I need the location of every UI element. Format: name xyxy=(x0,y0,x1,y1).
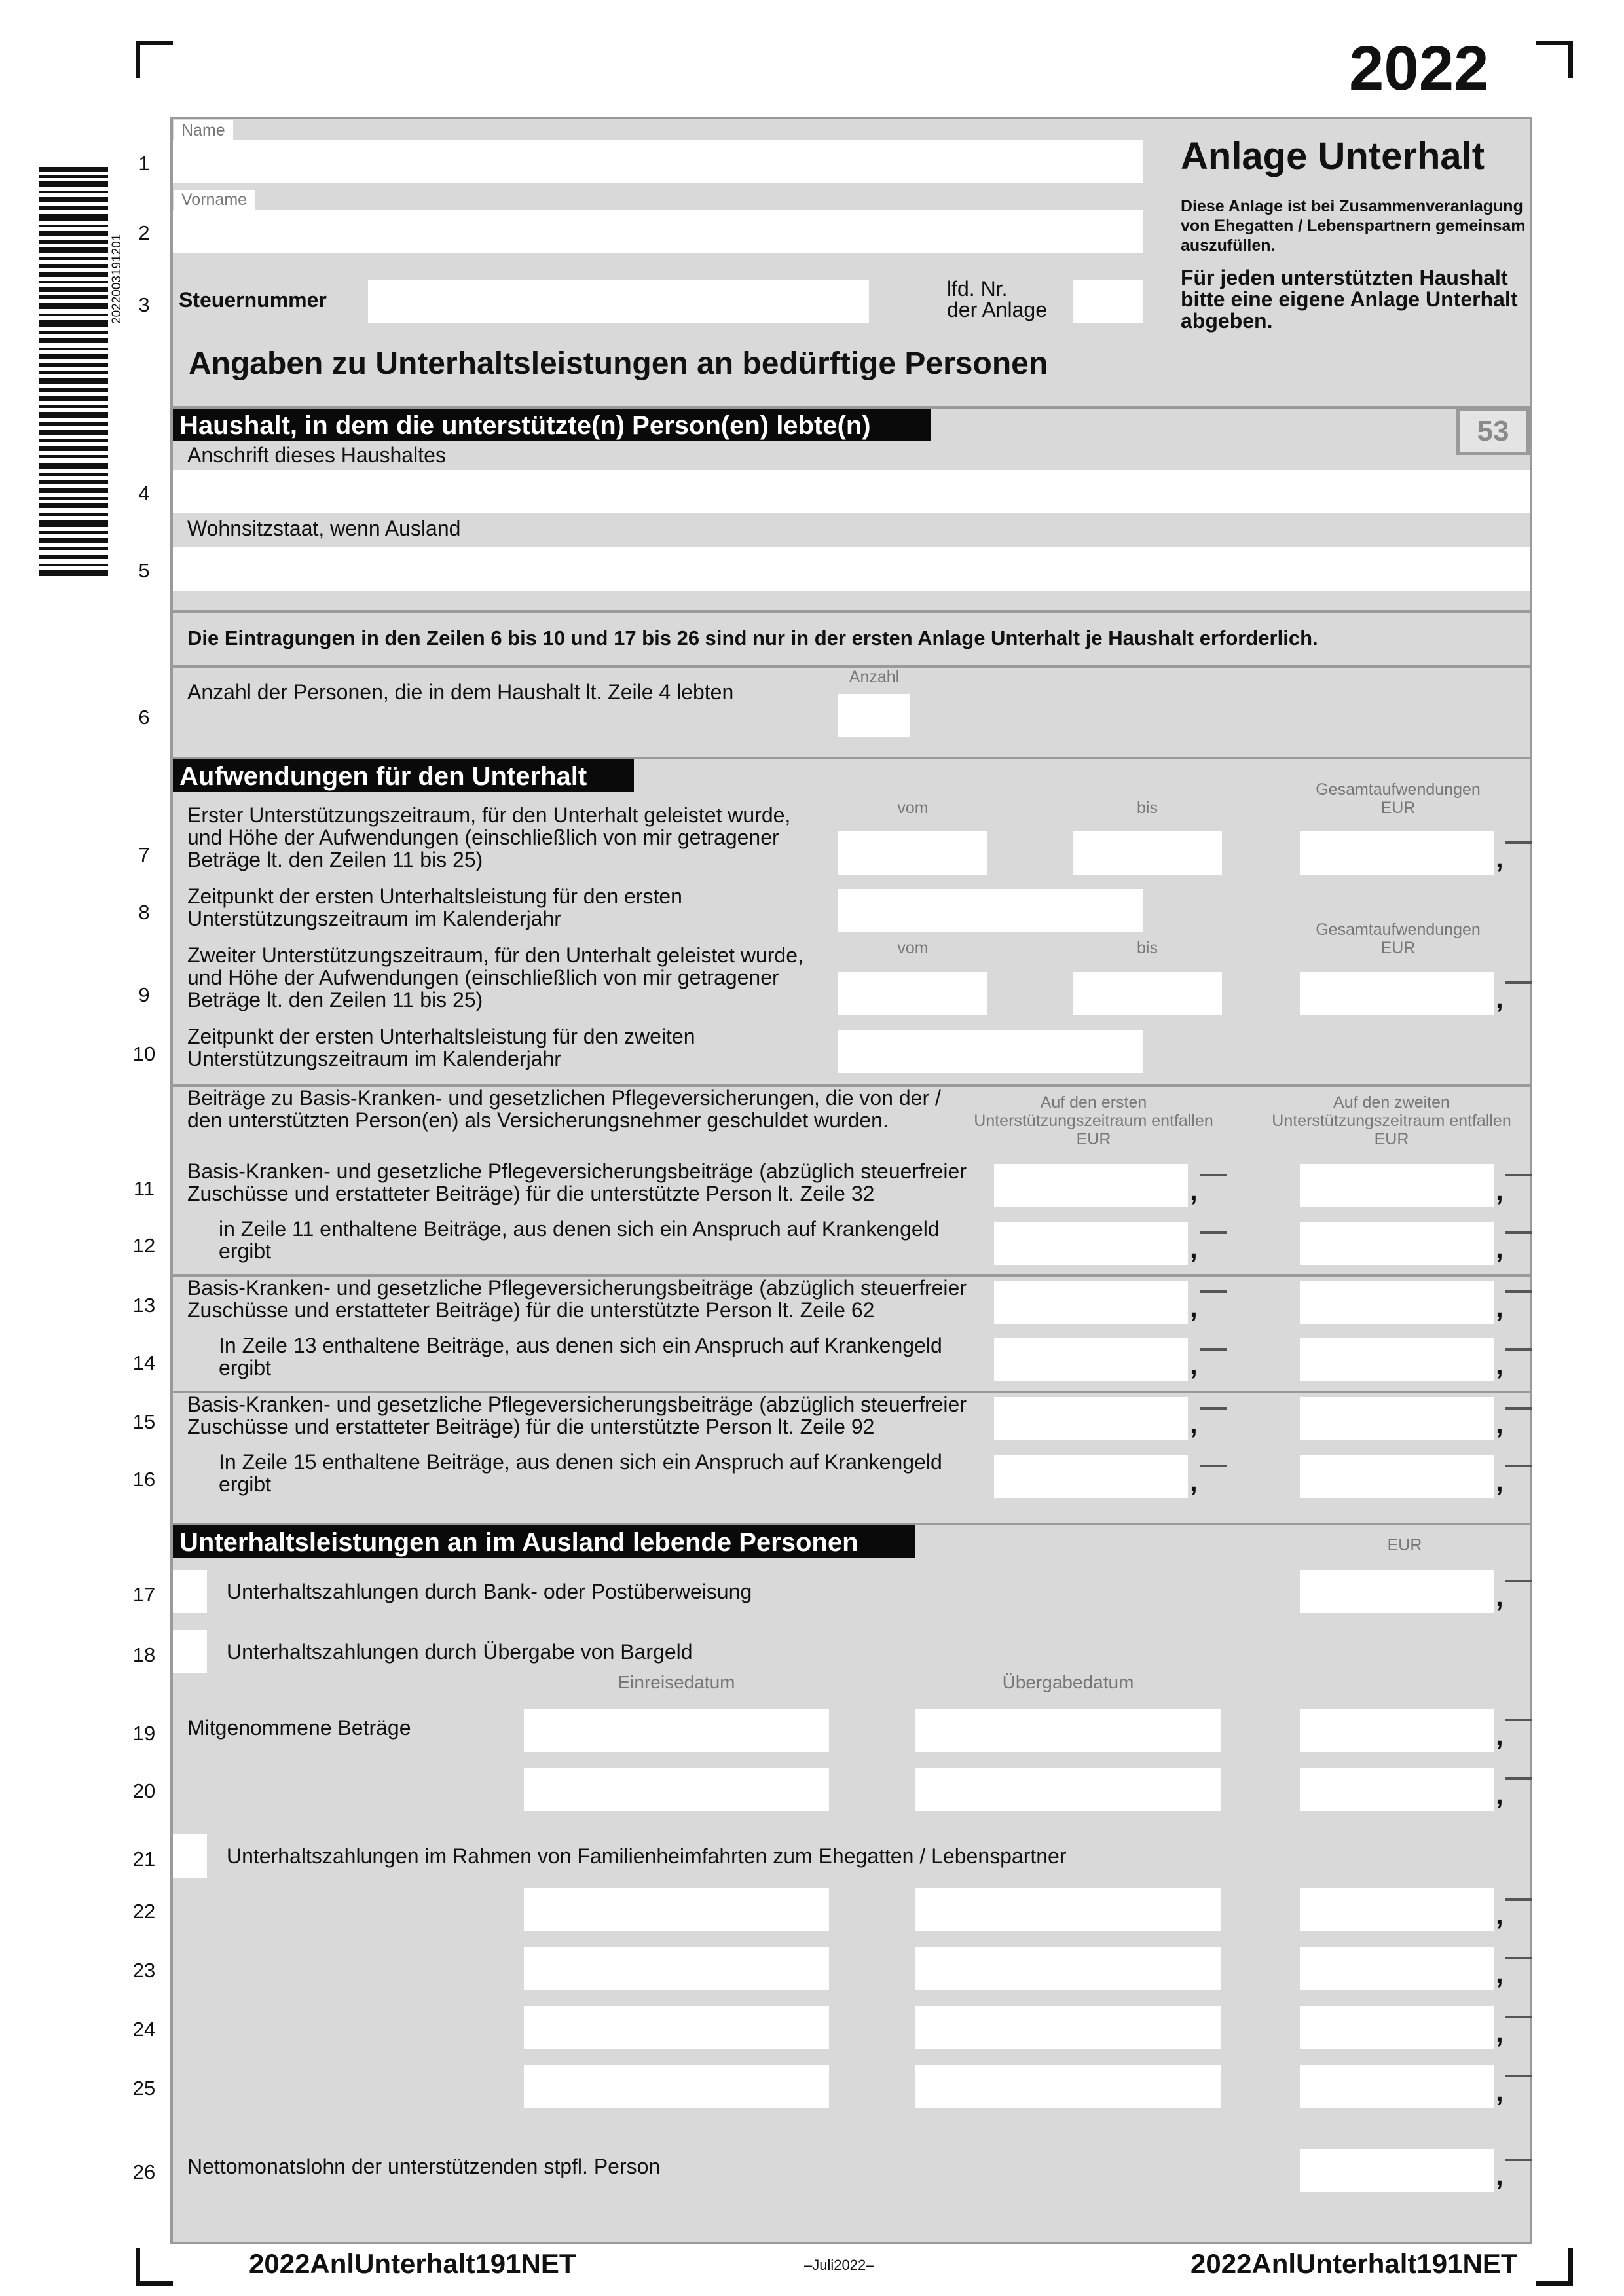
line-number: 19 xyxy=(132,1722,156,1745)
line-number: 23 xyxy=(132,1959,156,1982)
vorname-label: Vorname xyxy=(174,190,255,210)
cents-dash xyxy=(1200,1348,1227,1351)
footer-version: –Juli2022– xyxy=(804,2257,874,2273)
line-number: 25 xyxy=(132,2077,156,2100)
row25-amount-field[interactable] xyxy=(1300,2065,1494,2108)
lfd-nr-field[interactable] xyxy=(1073,280,1143,323)
cents-dash xyxy=(1200,1465,1227,1467)
lfd-nr-label: lfd. Nr. der Anlage xyxy=(947,277,1048,321)
row15-first-field[interactable] xyxy=(994,1397,1188,1440)
household-note: Für jeden unterstützten Haushalt bitte eine eigene Anlage Unterhalt abgeben. xyxy=(1181,266,1518,333)
cents-dash xyxy=(1200,1407,1227,1410)
row14-second-field[interactable] xyxy=(1300,1338,1494,1381)
line-number: 24 xyxy=(132,2018,156,2041)
row8-label: Zeitpunkt der ersten Unterhaltsleistung für den ersten Unterstützungszeitraum im Kalenderjahr xyxy=(187,884,682,930)
row9-bis-field[interactable] xyxy=(1073,972,1222,1015)
row16-second-field[interactable] xyxy=(1300,1455,1494,1498)
row19-uebergabe-field[interactable] xyxy=(915,1709,1221,1752)
section-aufwendungen-title: Aufwendungen für den Unterhalt xyxy=(173,759,634,792)
row20-einreise-field[interactable] xyxy=(524,1768,829,1811)
row9-total-field[interactable] xyxy=(1300,972,1494,1015)
decimal-comma: , xyxy=(1190,1466,1198,1497)
corner-mark-bottom-right xyxy=(1536,2248,1573,2286)
divider xyxy=(173,610,1530,613)
cents-dash xyxy=(1505,1465,1532,1467)
cents-dash xyxy=(1200,1290,1227,1293)
row26-amount-field[interactable] xyxy=(1300,2149,1494,2192)
cents-dash xyxy=(1505,1719,1532,1721)
row7-total-field[interactable] xyxy=(1300,831,1494,875)
decimal-comma: , xyxy=(1496,1779,1504,1810)
line-number: 18 xyxy=(132,1643,156,1666)
decimal-comma: , xyxy=(1190,1292,1198,1322)
form-year: 2022 xyxy=(1349,33,1489,103)
row22-einreise-field[interactable] xyxy=(524,1888,829,1931)
cents-dash xyxy=(1505,2016,1532,2018)
cents-dash xyxy=(1505,1348,1532,1351)
col-uebergabedatum: Übergabedatum xyxy=(1002,1672,1134,1692)
row24-uebergabe-field[interactable] xyxy=(915,2006,1221,2049)
cents-dash xyxy=(1505,2159,1532,2161)
decimal-comma: , xyxy=(1496,1175,1504,1206)
corner-mark-top-right xyxy=(1536,41,1573,78)
row12-first-field[interactable] xyxy=(994,1222,1188,1265)
barcode-image xyxy=(39,167,108,579)
col-einreisedatum: Einreisedatum xyxy=(618,1672,735,1692)
row21-label: Unterhaltszahlungen im Rahmen von Familienheimfahrten zum Ehegatten / Lebenspartner xyxy=(227,1844,1067,1868)
col-eur: EUR xyxy=(1387,1536,1422,1554)
col-second-period: Auf den zweiten Unterstützungszeitraum entfallen EUR xyxy=(1272,1093,1511,1148)
row12-second-field[interactable] xyxy=(1300,1222,1494,1265)
row20-amount-field[interactable] xyxy=(1300,1768,1494,1811)
row13-second-field[interactable] xyxy=(1300,1281,1494,1324)
cents-dash xyxy=(1200,1174,1227,1176)
decimal-comma: , xyxy=(1496,1958,1504,1989)
decimal-comma: , xyxy=(1496,1720,1504,1751)
row13-label: Basis-Kranken- und gesetzliche Pflegeversicherungsbeiträge (abzüglich steuerfreier Zuschüsse und erstatteter Beiträge) für die unterstützte Person lt. Zeile 62 xyxy=(187,1276,967,1322)
row10-label: Zeitpunkt der ersten Unterhaltsleistung für den zweiten Unterstützungszeitraum im Kalenderjahr xyxy=(187,1025,695,1070)
country-field[interactable] xyxy=(173,547,1530,591)
decimal-comma: , xyxy=(1496,2017,1504,2048)
row19-einreise-field[interactable] xyxy=(524,1709,829,1752)
decimal-comma: , xyxy=(1496,1466,1504,1497)
cents-dash xyxy=(1505,1231,1532,1234)
address-field[interactable] xyxy=(173,470,1530,513)
cents-dash xyxy=(1505,981,1532,984)
line-number: 8 xyxy=(138,901,150,924)
decimal-comma: , xyxy=(1496,983,1504,1013)
row14-label: In Zeile 13 enthaltene Beiträge, aus denen sich ein Anspruch auf Krankengeld ergibt xyxy=(219,1334,942,1379)
decimal-comma: , xyxy=(1496,2076,1504,2107)
row15-label: Basis-Kranken- und gesetzliche Pflegeversicherungsbeiträge (abzüglich steuerfreier Zuschüsse und erstatteter Beiträge) für die unterstützte Person lt. Zeile 92 xyxy=(187,1393,967,1438)
row16-first-field[interactable] xyxy=(994,1455,1188,1498)
row25-einreise-field[interactable] xyxy=(524,2065,829,2108)
line-number: 15 xyxy=(132,1410,156,1433)
row14-first-field[interactable] xyxy=(994,1338,1188,1381)
row22-uebergabe-field[interactable] xyxy=(915,1888,1221,1931)
cents-dash xyxy=(1505,1290,1532,1293)
decimal-comma: , xyxy=(1496,1292,1504,1322)
row22-amount-field[interactable] xyxy=(1300,1888,1494,1931)
row16-label: In Zeile 15 enthaltene Beiträge, aus denen sich ein Anspruch auf Krankengeld ergibt xyxy=(219,1450,942,1496)
steuernummer-label: Steuernummer xyxy=(179,288,327,312)
row24-amount-field[interactable] xyxy=(1300,2006,1494,2049)
row9-label: Zweiter Unterstützungszeitraum, für den Unterhalt geleistet wurde, und Höhe der Aufwendungen (einschließlich von mir getragener Beträge lt. den Zeilen 11 bis 25) xyxy=(187,943,803,1011)
country-label: Wohnsitzstaat, wenn Ausland xyxy=(187,517,461,540)
row8-field[interactable] xyxy=(838,889,1143,932)
decimal-comma: , xyxy=(1190,1408,1198,1439)
line-number: 12 xyxy=(132,1234,156,1257)
row20-uebergabe-field[interactable] xyxy=(915,1768,1221,1811)
row9-vom-field[interactable] xyxy=(838,972,987,1015)
cents-dash xyxy=(1200,1231,1227,1234)
decimal-comma: , xyxy=(1190,1349,1198,1380)
cents-dash xyxy=(1505,1174,1532,1176)
line-number: 20 xyxy=(132,1779,156,1802)
line-number: 6 xyxy=(138,706,150,729)
row17-amount-field[interactable] xyxy=(1300,1570,1494,1613)
cents-dash xyxy=(1505,1957,1532,1959)
row26-label: Nettomonatslohn der unterstützenden stpfl. Person xyxy=(187,2155,661,2178)
row21-checkbox[interactable] xyxy=(173,1834,207,1878)
decimal-comma: , xyxy=(1190,1175,1198,1206)
row25-uebergabe-field[interactable] xyxy=(915,2065,1221,2108)
row11-label: Basis-Kranken- und gesetzliche Pflegeversicherungsbeiträge (abzüglich steuerfreier Zuschüsse und erstatteter Beiträge) für die unterstützte Person lt. Zeile 32 xyxy=(187,1159,967,1205)
row24-einreise-field[interactable] xyxy=(524,2006,829,2049)
row18-checkbox[interactable] xyxy=(173,1630,207,1673)
vorname-field[interactable] xyxy=(173,210,1143,253)
name-field[interactable] xyxy=(173,140,1143,183)
row7-vom-field[interactable] xyxy=(838,831,987,875)
line-number: 4 xyxy=(138,482,150,505)
corner-mark-bottom-left xyxy=(136,2248,173,2286)
cents-dash xyxy=(1505,1580,1532,1582)
corner-mark-top-left xyxy=(136,41,173,78)
row10-field[interactable] xyxy=(838,1030,1143,1073)
line-number: 17 xyxy=(132,1583,156,1606)
line-number: 16 xyxy=(132,1468,156,1491)
footer-form-code-right: 2022AnlUnterhalt191NET xyxy=(1190,2248,1518,2279)
row17-checkbox[interactable] xyxy=(173,1570,207,1613)
line-number: 5 xyxy=(138,559,150,582)
notice-text: Die Eintragungen in den Zeilen 6 bis 10 und 17 bis 26 sind nur in der ersten Anlage Unterhalt je Haushalt erforderlich. xyxy=(187,627,1318,649)
code-badge: 53 xyxy=(1456,408,1530,455)
decimal-comma: , xyxy=(1496,1233,1504,1264)
decimal-comma: , xyxy=(1496,1349,1504,1380)
steuernummer-field[interactable] xyxy=(368,280,869,323)
line-number: 26 xyxy=(132,2160,156,2183)
row6-label: Anzahl der Personen, die in dem Haushalt lt. Zeile 4 lebten xyxy=(187,680,734,704)
decimal-comma: , xyxy=(1496,1581,1504,1612)
joint-note: Diese Anlage ist bei Zusammenveranlagung von Ehegatten / Lebenspartnern gemeinsam auszufüllen. xyxy=(1181,197,1526,255)
col-total: Gesamtaufwendungen EUR xyxy=(1316,780,1481,817)
line-number: 7 xyxy=(138,843,150,866)
section-haushalt-title: Haushalt, in dem die unterstützte(n) Person(en) lebte(n) xyxy=(173,409,931,441)
row23-amount-field[interactable] xyxy=(1300,1947,1494,1990)
cents-dash xyxy=(1505,841,1532,844)
line-number: 21 xyxy=(132,1848,156,1870)
anzahl-label: Anzahl xyxy=(849,668,900,686)
decimal-comma: , xyxy=(1496,2160,1504,2191)
barcode-number: 2022003191201 xyxy=(110,234,124,324)
line-number: 10 xyxy=(132,1042,156,1065)
col-bis: bis xyxy=(1137,799,1158,817)
decimal-comma: , xyxy=(1496,1408,1504,1439)
col-total: Gesamtaufwendungen EUR xyxy=(1316,920,1481,957)
main-heading: Angaben zu Unterhaltsleistungen an bedürftige Personen xyxy=(189,346,1048,381)
cents-dash xyxy=(1505,2075,1532,2077)
line-number: 3 xyxy=(138,293,150,316)
row19-amount-field[interactable] xyxy=(1300,1709,1494,1752)
line-number: 1 xyxy=(138,152,150,175)
line-number: 9 xyxy=(138,983,150,1006)
line-number: 14 xyxy=(132,1351,156,1374)
line-number: 2 xyxy=(138,221,150,244)
row11-second-field[interactable] xyxy=(1300,1164,1494,1207)
col-vom: vom xyxy=(897,799,929,817)
row11-first-field[interactable] xyxy=(994,1164,1188,1207)
decimal-comma: , xyxy=(1496,1899,1504,1930)
row23-einreise-field[interactable] xyxy=(524,1947,829,1990)
row18-label: Unterhaltszahlungen durch Übergabe von Bargeld xyxy=(227,1640,693,1664)
col-vom: vom xyxy=(897,939,929,957)
cents-dash xyxy=(1505,1777,1532,1780)
cents-dash xyxy=(1505,1898,1532,1901)
row7-bis-field[interactable] xyxy=(1073,831,1222,875)
row23-uebergabe-field[interactable] xyxy=(915,1947,1221,1990)
row12-label: in Zeile 11 enthaltene Beiträge, aus denen sich ein Anspruch auf Krankengeld ergibt xyxy=(219,1217,940,1263)
line-number: 22 xyxy=(132,1900,156,1923)
row15-second-field[interactable] xyxy=(1300,1397,1494,1440)
row17-label: Unterhaltszahlungen durch Bank- oder Postüberweisung xyxy=(227,1580,752,1603)
anzahl-field[interactable] xyxy=(838,694,910,737)
footer-form-code-left: 2022AnlUnterhalt191NET xyxy=(249,2248,576,2279)
row13-first-field[interactable] xyxy=(994,1281,1188,1324)
col-first-period: Auf den ersten Unterstützungszeitraum entfallen EUR xyxy=(974,1093,1213,1148)
section-ausland-title: Unterhaltsleistungen an im Ausland lebende Personen xyxy=(173,1525,915,1558)
row7-label: Erster Unterstützungszeitraum, für den Unterhalt geleistet wurde, und Höhe der Aufwendungen (einschließlich von mir getragener Beträge lt. den Zeilen 11 bis 25) xyxy=(187,803,791,871)
row19-label: Mitgenommene Beträge xyxy=(187,1716,411,1740)
decimal-comma: , xyxy=(1190,1233,1198,1264)
decimal-comma: , xyxy=(1496,843,1504,873)
cents-dash xyxy=(1505,1407,1532,1410)
line-number: 13 xyxy=(132,1294,156,1317)
name-label: Name xyxy=(174,120,233,140)
col-bis: bis xyxy=(1137,939,1158,957)
address-label: Anschrift dieses Haushaltes xyxy=(187,443,446,467)
insurance-intro: Beiträge zu Basis-Kranken- und gesetzlichen Pflegeversicherungen, die von der / den unterstützten Person(en) als Versicherungsnehmer geschuldet wurden. xyxy=(187,1086,941,1132)
line-number: 11 xyxy=(133,1177,155,1200)
form-title: Anlage Unterhalt xyxy=(1181,135,1485,177)
